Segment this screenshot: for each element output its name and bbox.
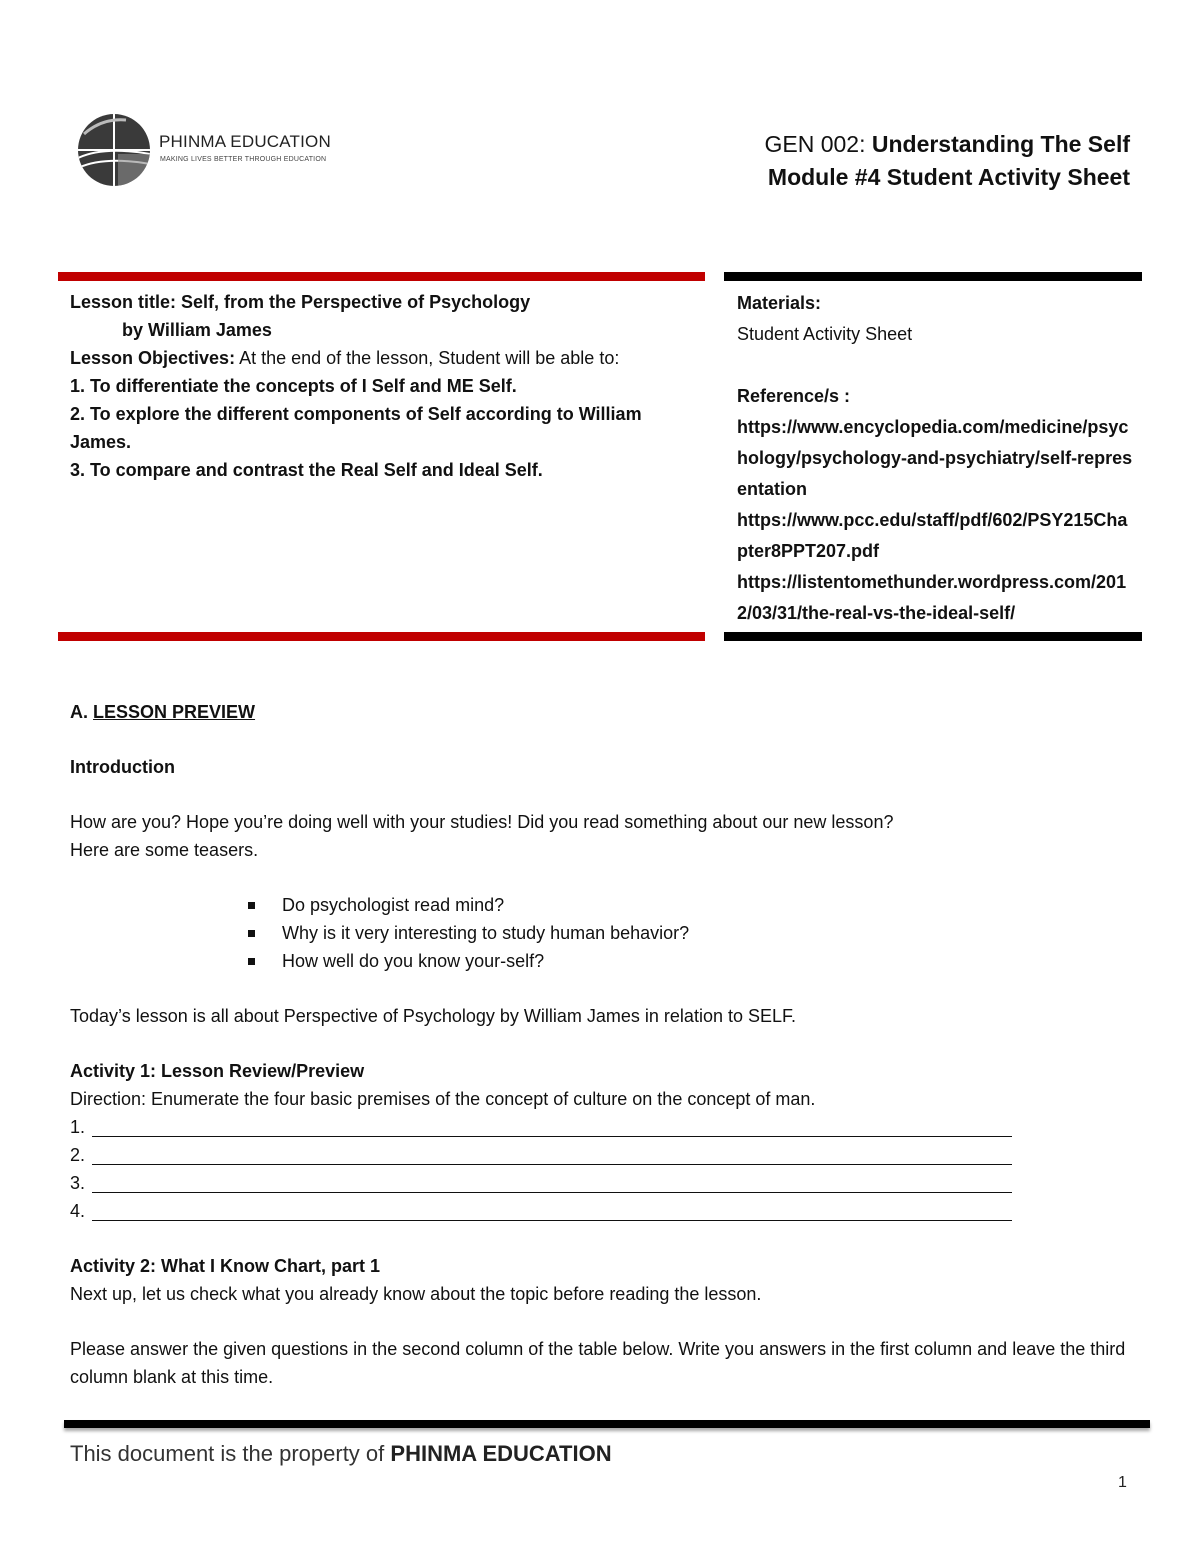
introduction-heading: Introduction <box>70 757 175 777</box>
section-a-prefix: A. <box>70 702 88 722</box>
square-bullet-icon <box>248 930 255 937</box>
answer-blank-line[interactable] <box>92 1117 1012 1137</box>
lesson-box-bottom-rule <box>58 632 705 641</box>
activity-2-heading: Activity 2: What I Know Chart, part 1 <box>70 1256 381 1276</box>
materials-info-box <box>737 288 1137 629</box>
answer-row <box>70 1197 1130 1225</box>
lesson-summary: Today’s lesson is all about Perspective of Psychology by William James in relation to SELF. <box>70 1006 797 1026</box>
activity-1-direction: Direction: Enumerate the four basic premises of the concept of culture on the concept of man. <box>70 1089 816 1109</box>
section-a-heading <box>70 698 1130 726</box>
footer-rule <box>64 1420 1150 1428</box>
objective-item: 3. To compare and contrast the Real Self and Ideal Self. <box>70 460 543 480</box>
answer-row <box>70 1169 1130 1197</box>
objective-item: 1. To differentiate the concepts of I Self and ME Self. <box>70 376 517 396</box>
materials-box-top-rule <box>724 272 1142 281</box>
answer-blank-line[interactable] <box>92 1173 1012 1193</box>
lesson-title: Self, from the Perspective of Psychology <box>181 292 531 312</box>
course-line <box>764 128 1130 161</box>
course-title: Understanding The Self <box>871 131 1130 157</box>
answer-blank-line[interactable] <box>92 1145 1012 1165</box>
reference-link[interactable]: https://www.encyclopedia.com/medicine/psychology/psychology-and-psychiatry/self-representation <box>737 417 1133 499</box>
footer-text: This document is the property of <box>70 1441 385 1466</box>
answer-number: 1. <box>70 1117 86 1137</box>
teaser-list <box>70 891 1130 975</box>
lesson-objectives-line <box>70 344 700 372</box>
section-a-title: LESSON PREVIEW <box>93 702 256 722</box>
phinma-globe-logo-icon <box>74 110 154 190</box>
phinma-logo <box>74 110 344 190</box>
lesson-title-label: Lesson title: <box>70 292 177 312</box>
lesson-title-line <box>70 288 700 316</box>
course-header <box>764 128 1130 194</box>
course-code: GEN 002: <box>764 131 866 157</box>
activity-2-line: Next up, let us check what you already know about the topic before reading the lesson. <box>70 1284 762 1304</box>
lesson-title-cont: by William James <box>122 320 272 340</box>
answer-number: 2. <box>70 1145 86 1165</box>
square-bullet-icon <box>248 958 255 965</box>
materials-value: Student Activity Sheet <box>737 324 913 344</box>
answer-row <box>70 1141 1130 1169</box>
lesson-info-box <box>70 288 700 484</box>
teaser-text: Why is it very interesting to study human behavior? <box>282 923 690 943</box>
objectives-label: Lesson Objectives: <box>70 348 236 368</box>
answer-blank-line[interactable] <box>92 1201 1012 1221</box>
module-title: Module #4 Student Activity Sheet <box>767 164 1130 190</box>
objective-item: 2. To explore the different components of Self according to William James. <box>70 404 642 452</box>
lesson-box-top-rule <box>58 272 705 281</box>
list-item <box>282 947 1130 975</box>
page-number: 1 <box>1118 1474 1127 1491</box>
reference-link[interactable]: https://www.pcc.edu/staff/pdf/602/PSY215Chapter8PPT207.pdf <box>737 510 1128 561</box>
logo-tagline: MAKING LIVES BETTER THROUGH EDUCATION <box>160 156 327 163</box>
activity-2-instructions: Please answer the given questions in the second column of the table below. Write you answers in the first column and leave the third column blank at this time. <box>70 1339 1126 1387</box>
footer-brand: PHINMA EDUCATION <box>390 1441 612 1466</box>
answer-number: 4. <box>70 1201 86 1221</box>
objectives-intro: At the end of the lesson, Student will be able to: <box>239 348 620 368</box>
answer-number: 3. <box>70 1173 86 1193</box>
materials-box-bottom-rule <box>724 632 1142 641</box>
teaser-text: Do psychologist read mind? <box>282 895 505 915</box>
intro-line: Here are some teasers. <box>70 840 259 860</box>
list-item <box>282 891 1130 919</box>
answer-row <box>70 1113 1130 1141</box>
activity-1-heading: Activity 1: Lesson Review/Preview <box>70 1061 365 1081</box>
materials-label: Materials: <box>737 293 822 313</box>
footer-notice <box>70 1441 612 1467</box>
references-label: Reference/s : <box>737 386 851 406</box>
intro-line: How are you? Hope you’re doing well with your studies! Did you read something about our new lesson? <box>70 812 894 832</box>
list-item <box>282 919 1130 947</box>
reference-link[interactable]: https://listentomethunder.wordpress.com/2012/03/31/the-real-vs-the-ideal-self/ <box>737 572 1127 623</box>
lesson-body <box>70 698 1130 1391</box>
logo-name: PHINMA EDUCATION <box>159 132 331 151</box>
square-bullet-icon <box>248 902 255 909</box>
teaser-text: How well do you know your-self? <box>282 951 545 971</box>
